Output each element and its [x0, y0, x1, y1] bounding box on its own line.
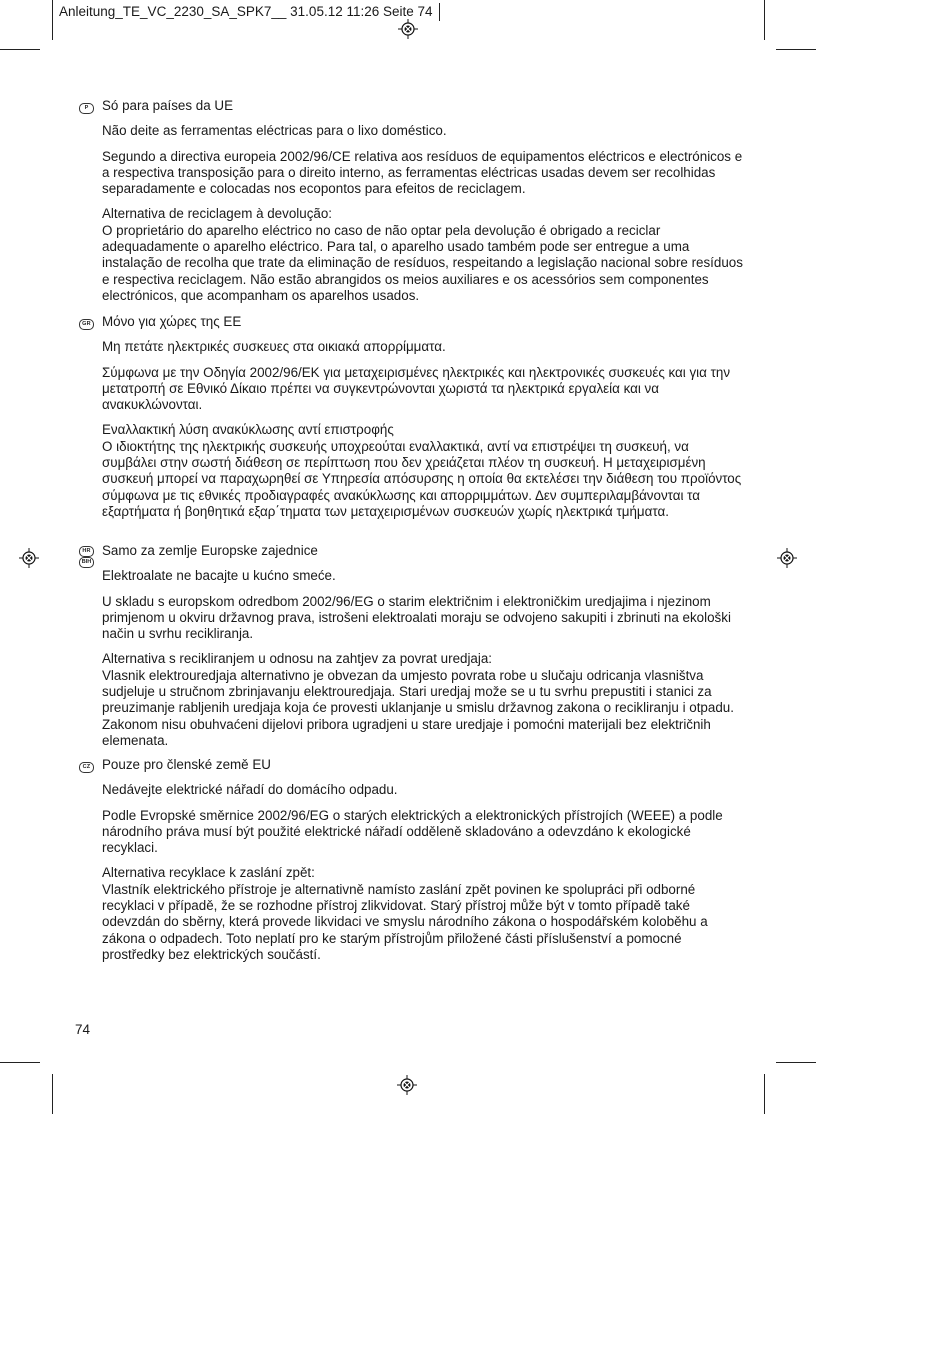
- language-badge: P: [79, 103, 94, 114]
- section-croatian: [79, 543, 744, 758]
- crop-mark: [776, 1062, 816, 1063]
- paragraph: Alternativa s recikliranjem u odnosu na zahtjev za povrat uredjaja: Vlasnik elektrouredjaja alternativno je obvezan da umjesto povrata robe u slučaju odricanja vlasništva sudjeluje u stručnom zbrinjavanju elektrouredjaja. Stari uredjaj može se u tu svrhu prepustiti i stanici za preuzimanje rabljenih uredjaja koja će provesti uklanjanje u smislu državnog zakona o recikliranju i otpadu. Zakonom nisu obuhvaćeni dijelovi pribora ugradjeni u stare uredjaje i pomoćni materijali bez električnih elemenata.: [102, 651, 734, 748]
- paragraph: Alternativa recyklace k zaslání zpět: Vlastník elektrického přístroje je alternativně namísto zaslání zpět povinen ke spolupráci při odborné recyklaci v případě, že se rozhodne přístroj zlikvidovat. Starý přístroj může být v tomto případě také odevzdán do sběrny, která provede likvidaci ve smyslu národního zákona o hospodářském koloběhu a zákona o odpadech. Toto neplatí pro ke starým přístrojům přiložené části příslušenství a pomocné prostředky bez elektrických součástí.: [102, 865, 708, 962]
- crop-mark: [0, 49, 40, 50]
- registration-mark-icon: [777, 548, 797, 568]
- print-slug: Anleitung_TE_VC_2230_SA_SPK7__ 31.05.12 11:26 Seite 74: [52, 3, 440, 21]
- section-heading: Samo za zemlje Europske zajednice: [102, 543, 318, 558]
- paragraph: Nedávejte elektrické nářadí do domácího odpadu.: [102, 782, 398, 798]
- paragraph: Elektroalate ne bacajte u kućno smeće.: [102, 568, 336, 584]
- page-number: 74: [75, 1022, 91, 1037]
- language-badge: BIH: [79, 557, 94, 568]
- crop-mark: [0, 1062, 40, 1063]
- crop-mark: [764, 1074, 765, 1114]
- paragraph: U skladu s europskom odredbom 2002/96/EG o starim električnim i elektroničkim uredjajima i njezinom primjenom u okviru državnog prava, istrošeni elektroalati moraju se odvojeno sakupiti i zbrinuti na ekološki način u svrhu recikliranja.: [102, 593, 731, 642]
- crop-mark: [52, 1074, 53, 1114]
- crop-mark: [764, 0, 765, 40]
- registration-mark-icon: [398, 19, 418, 39]
- section-heading: Só para países da UE: [102, 98, 234, 113]
- section-greek: [79, 314, 744, 529]
- language-badge: CZ: [79, 762, 94, 773]
- language-badge: HR: [79, 546, 94, 557]
- paragraph: Σύμφωνα με την Οδηγία 2002/96/ΕΚ για μεταχειρισμένες ηλεκτρικές και ηλεκτρονικές συσκευές και για την μετατροπή σε Εθνικό Δίκαιο πρέπει να συγκεντρώνονται χωριστά τα ηλεκτρικά εργαλεία και να ανακυκλώνονται.: [102, 364, 731, 413]
- crop-mark: [776, 49, 816, 50]
- registration-mark-icon: [19, 548, 39, 568]
- section-portuguese: [79, 98, 744, 313]
- paragraph: Εναλλακτική λύση ανακύκλωσης αντί επιστροφής Ο ιδιοκτήτης της ηλεκτρικής συσκευής υποχρεούται εναλλακτικά, αντί να επιστρέψει τη συσκευή, να συμβάλει στην σωστή διάθεση σε περίπτωση που δεν χρειάζεται πλέον τη συσκευή. Η μεταχειρισμένη συσκευή μπορεί να παραχωρηθεί σε Υπηρεσία απόσυρσης η οποία θα εκτελέσει την διάθεση του προϊόντος σύμφωνα με τις εθνικές προδιαγραφές ανακύκλωσης και απορριμμάτων. Δεν συμπεριλαμβάνονται τα εξαρτήματα ή βοηθητικά εξαρ΄τηματα των μεταχειρισμένων συσκευών χωρίς ηλεκτρικά τμήματα.: [102, 422, 742, 519]
- crop-mark: [52, 0, 53, 40]
- paragraph: Alternativa de reciclagem à devolução: O proprietário do aparelho eléctrico no caso de não optar pela devolução é obrigado a reciclar adequadamente o aparelho eléctrico. Para tal, o aparelho usado também pode ser entregue a uma instalação de recolha que trate da eliminação de resíduos, respeitando a legislação nacional sobre resíduos e respectiva reciclagem. Não estão abrangidos os meios auxiliares e os acessórios sem componentes electrónicos, que acompanham os aparelhos usados.: [102, 206, 743, 303]
- paragraph: Podle Evropské směrnice 2002/96/EG o starých elektrických a elektronických přístrojích (WEEE) a podle národního práva musí být použité elektrické nářadí odděleně skladováno a odevzdáno k ekologické recyklaci.: [102, 807, 723, 856]
- section-heading: Pouze pro členské země EU: [102, 757, 271, 772]
- paragraph: Não deite as ferramentas eléctricas para o lixo doméstico.: [102, 123, 447, 139]
- language-badge: GR: [79, 319, 94, 330]
- paragraph: Segundo a directiva europeia 2002/96/CE relativa aos resíduos de equipamentos eléctricos e electrónicos e a respectiva transposição para o direito interno, as ferramentas eléctricas usadas devem ser recolhidas separadamente e colocadas nos ecopontos para efeitos de reciclagem.: [102, 148, 743, 197]
- registration-mark-icon: [397, 1075, 417, 1095]
- paragraph: Μη πετάτε ηλεκτρικές συσκευες στα οικιακά απορρίμματα.: [102, 339, 446, 355]
- section-heading: Μόνο για χώρες της ΕΕ: [102, 314, 242, 329]
- section-czech: [79, 757, 744, 972]
